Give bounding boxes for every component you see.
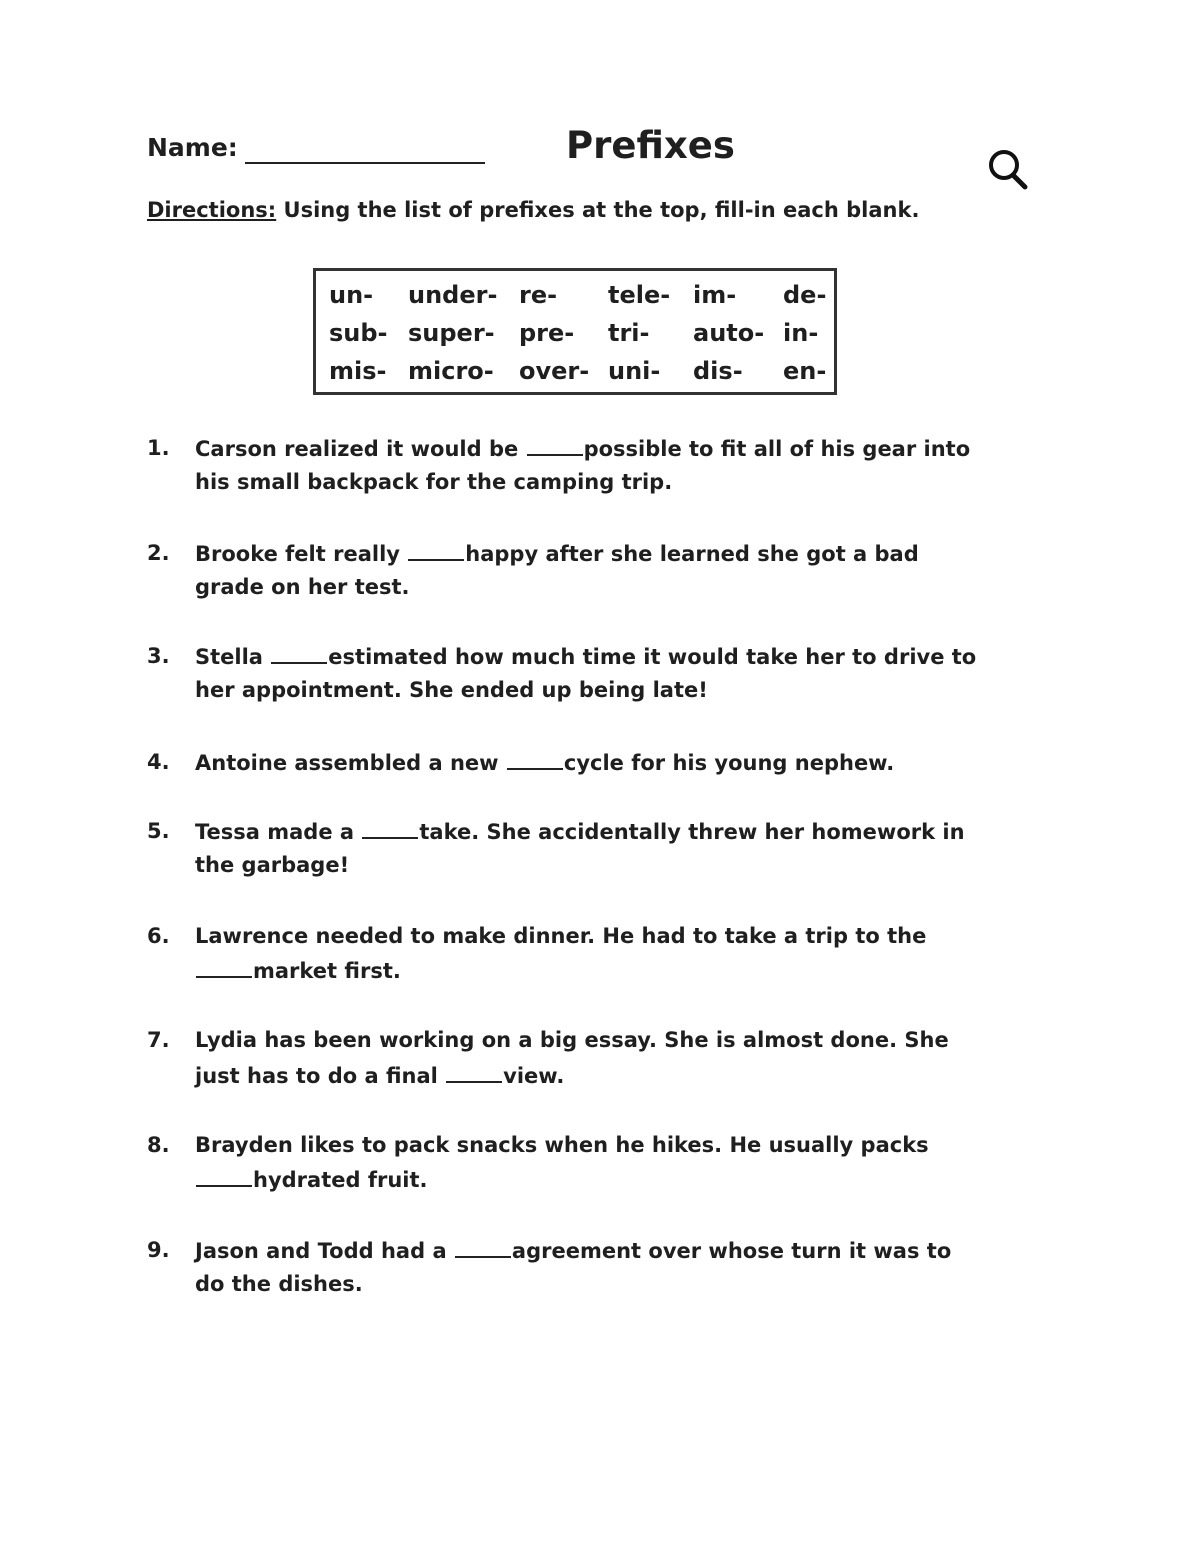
answer-blank[interactable] [446, 1063, 502, 1083]
question-text [195, 1238, 951, 1263]
prefix-item: de- [783, 281, 827, 309]
question-text-continued [195, 1167, 427, 1192]
name-label: Name: [147, 133, 238, 162]
question-text: Lawrence needed to make dinner. He had to take a trip to the [195, 924, 927, 948]
question-text-continued: her appointment. She ended up being late! [195, 678, 708, 702]
question-text [195, 541, 919, 566]
answer-blank[interactable] [196, 958, 252, 978]
question-text-before: Carson realized it would be [195, 437, 526, 461]
question-text-after: cycle for his young nephew. [563, 751, 895, 775]
prefix-item: en- [783, 357, 827, 385]
question-text-after: agreement over whose turn it was to [511, 1239, 952, 1263]
question-text: Lydia has been working on a big essay. She is almost done. She [195, 1028, 949, 1052]
question-text-continued [195, 958, 401, 983]
answer-blank[interactable] [455, 1238, 511, 1258]
question-text-before: just has to do a final [195, 1064, 446, 1088]
answer-blank[interactable] [408, 541, 464, 561]
directions-text: Using the list of prefixes at the top, fill-in each blank. [276, 198, 920, 222]
question-text-before: Stella [195, 645, 271, 669]
answer-blank[interactable] [196, 1167, 252, 1187]
prefix-item: over- [519, 357, 590, 385]
answer-blank[interactable] [507, 750, 563, 770]
question-text-continued [195, 1063, 564, 1088]
prefix-item: tele- [608, 281, 671, 309]
question-text [195, 750, 894, 775]
name-blank-line[interactable] [245, 162, 485, 164]
question-number: 6. [147, 924, 170, 948]
directions [147, 198, 919, 222]
question-number: 4. [147, 750, 170, 774]
question-text-before: Antoine assembled a new [195, 751, 506, 775]
question-text-continued: grade on her test. [195, 575, 410, 599]
prefix-item: mis- [329, 357, 387, 385]
prefix-item: tri- [608, 319, 650, 347]
prefix-item: micro- [408, 357, 494, 385]
prefix-item: auto- [693, 319, 765, 347]
question-text-after: hydrated fruit. [253, 1168, 428, 1192]
question-number: 7. [147, 1028, 170, 1052]
question-text-before: Jason and Todd had a [195, 1239, 454, 1263]
prefix-item: under- [408, 281, 498, 309]
question-number: 5. [147, 819, 170, 843]
prefix-item: in- [783, 319, 819, 347]
question-number: 2. [147, 541, 170, 565]
question-text: Brayden likes to pack snacks when he hikes. He usually packs [195, 1133, 929, 1157]
prefix-item: im- [693, 281, 737, 309]
question-text-after: take. She accidentally threw her homework in [419, 820, 965, 844]
answer-blank[interactable] [362, 819, 418, 839]
question-number: 8. [147, 1133, 170, 1157]
answer-blank[interactable] [271, 644, 327, 664]
question-text-after: possible to fit all of his gear into [583, 437, 971, 461]
search-icon[interactable] [985, 146, 1031, 192]
question-text-continued: do the dishes. [195, 1272, 363, 1296]
page-title: Prefixes [566, 124, 735, 167]
question-text-before: Brooke felt really [195, 542, 408, 566]
question-number: 3. [147, 644, 170, 668]
prefix-item: uni- [608, 357, 661, 385]
question-text-after: happy after she learned she got a bad [465, 542, 919, 566]
question-text-continued: the garbage! [195, 853, 350, 877]
question-text-after: view. [503, 1064, 565, 1088]
question-text [195, 644, 976, 669]
question-text-before: Tessa made a [195, 820, 362, 844]
prefix-item: dis- [693, 357, 743, 385]
question-number: 1. [147, 436, 170, 460]
question-text-after: market first. [253, 959, 401, 983]
question-text [195, 819, 965, 844]
question-text [195, 436, 970, 461]
prefix-item: super- [408, 319, 495, 347]
answer-blank[interactable] [527, 436, 583, 456]
question-text-continued: his small backpack for the camping trip. [195, 470, 673, 494]
prefix-item: un- [329, 281, 374, 309]
prefix-item: pre- [519, 319, 575, 347]
directions-label: Directions: [147, 198, 277, 222]
prefix-item: re- [519, 281, 558, 309]
prefix-item: sub- [329, 319, 388, 347]
question-number: 9. [147, 1238, 170, 1262]
question-text-after: estimated how much time it would take her to drive to [328, 645, 977, 669]
prefix-word-bank [313, 268, 837, 395]
